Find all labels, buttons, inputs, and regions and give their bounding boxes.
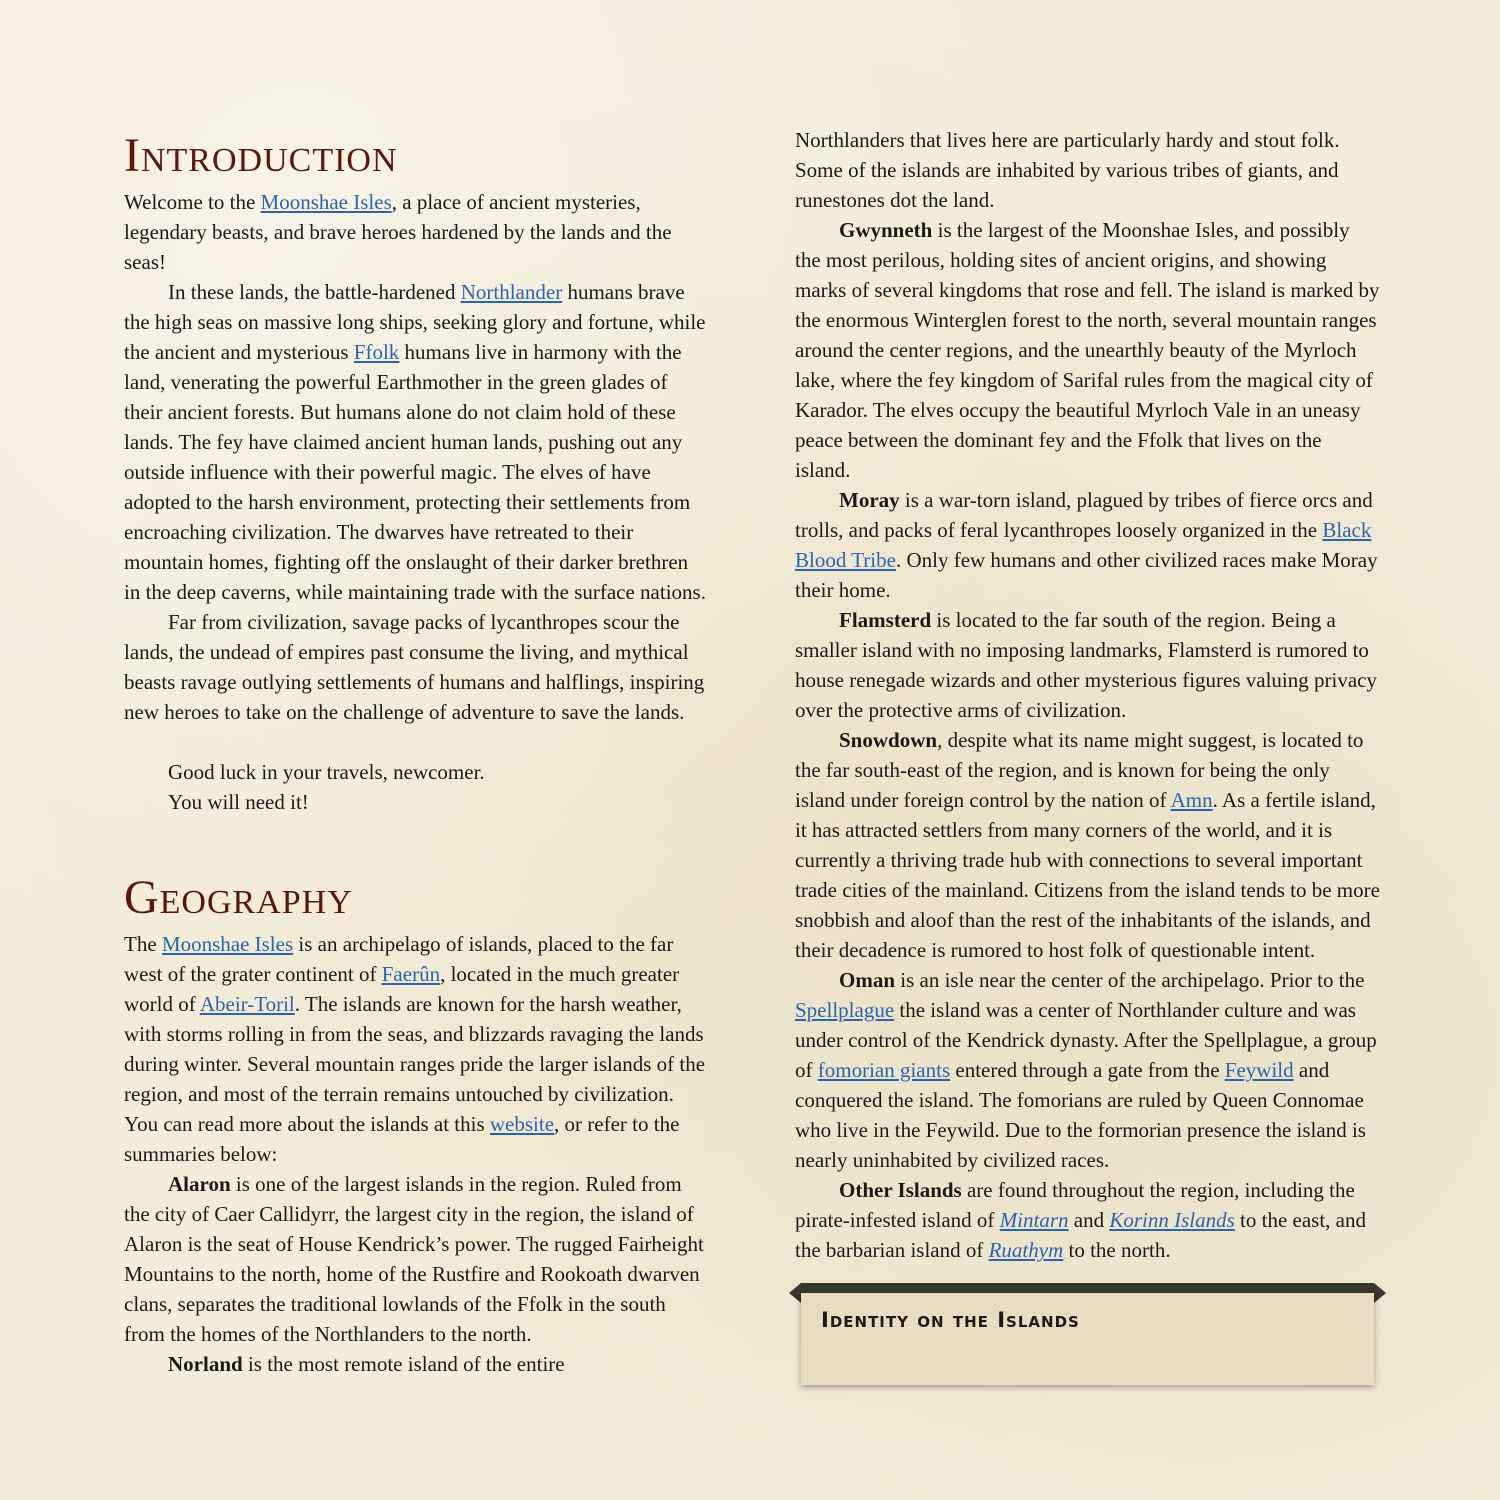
sidebar-top-bar [801,1283,1374,1293]
gwynneth-paragraph: Gwynneth is the largest of the Moonshae Isles, and possibly the most perilous, holding sites of ancient origins, and showing marks of several kingdoms that rose and fell. The island is marked by the enormous Winterglen forest to the north, several mountain ranges around the center regions, and the unearthly beauty of the Myrloch lake, where the fey kingdom of Sarifal rules from the magical city of Karador. The elves occupy the beautiful Myrloch Vale in an uneasy peace between the dominant fey and the Ffolk that lives on the island. [795,218,1380,482]
norland-continued: Northlanders that lives here are particularly hardy and stout folk. Some of the islands are inhabited by various tribes of giants, and runestones dot the land. [795,128,1340,212]
faerun-link[interactable]: Faerûn [381,962,441,986]
sidebar-box [801,1293,1374,1385]
closing-note [124,757,709,817]
introduction-heading: Introduction [124,129,398,182]
amn-link[interactable]: Amn [1170,788,1213,812]
intro-paragraph-1: Welcome to the Moonshae Isles, a place of ancient mysteries, legendary beasts, and brave heroes hardened by the lands and the seas! [124,190,672,274]
sidebar-title: Identity on the Islands [821,1308,1080,1332]
closing-line-2: You will need it! [168,790,309,814]
black-blood-tribe-link[interactable]: Black Blood Tribe [795,518,1372,572]
abeir-toril-link[interactable]: Abeir-Toril [199,992,295,1016]
right-column [795,125,1380,1363]
geography-paragraph-1: The Moonshae Isles is an archipelago of islands, placed to the far west of the grater continent of Faerûn, located in the much greater world of Abeir-Toril. The islands are known for the harsh weather, with storms rolling in from the seas, and blizzards ravaging the lands during winter. Several mountain ranges pride the larger islands of the region, and most of the terrain remains untouched by civilization. You can read more about the islands at this website, or refer to the summaries below: [124,932,706,1166]
northlander-link[interactable]: Northlander [460,280,563,304]
intro-paragraph-2: In these lands, the battle-hardened Northlander humans brave the high seas on massive long ships, seeking glory and fortune, while the ancient and mysterious Ffolk humans live in harmony with the land, venerating the powerful Earthmother in the green glades of their ancient forests. But humans alone do not claim hold of these lands. The fey have claimed ancient human lands, pushing out any outside influence with their powerful magic. The elves of have adopted to the harsh environment, protecting their settlements from encroaching civilization. The dwarves have retreated to their mountain homes, fighting off the onslaught of their darker brethren in the deep caverns, while maintaining trade with the surface nations. [124,280,706,604]
fomorian-giants-link[interactable]: fomorian giants [817,1058,951,1082]
spellplague-link[interactable]: Spellplague [795,998,895,1022]
intro-paragraph-3: Far from civilization, savage packs of lycanthropes scour the lands, the undead of empires past consume the living, and mythical beasts ravage outlying settlements of humans and halflings, inspiring new heroes to take on the challenge of adventure to save the lands. [124,610,705,724]
geography-heading: Geography [124,871,353,924]
moonshae-isles-link[interactable]: Moonshae Isles [260,190,392,214]
korinn-islands-link[interactable]: Korinn Islands [1109,1208,1235,1232]
moonshae-isles-link-2[interactable]: Moonshae Isles [161,932,294,956]
snowdown-paragraph: Snowdown, despite what its name might suggest, is located to the far south-east of the region, and is known for being the only island under foreign control by the nation of Amn. As a fertile island, it has attracted settlers from many corners of the world, and it is currently a thriving trade hub with connections to several important trade cities of the mainland. Citizens from the island tends to be more snobbish and aloof than the rest of the inhabitants of the islands, and their decadence is rumored to host folk of questionable intent. [795,728,1380,962]
ffolk-link[interactable]: Ffolk [353,340,400,364]
left-column [124,125,709,1379]
alaron-paragraph: Alaron is one of the largest islands in the region. Ruled from the city of Caer Callidyrr, the largest city in the region, the island of Alaron is the seat of House Kendrick’s power. The rugged Fairheight Mountains to the north, home of the Rustfire and Rookoath dwarven clans, separates the traditional lowlands of the Ffolk in the south from the homes of the Northlanders to the north. [124,1172,704,1346]
closing-line-1: Good luck in your travels, newcomer. [168,760,485,784]
norland-paragraph: Norland is the most remote island of the entire [168,1352,565,1376]
moray-paragraph: Moray is a war-torn island, plagued by tribes of fierce orcs and trolls, and packs of feral lycanthropes loosely organized in the Black Blood Tribe. Only few humans and other civilized races make Moray their home. [795,488,1378,602]
website-link[interactable]: website [489,1112,555,1136]
identity-sidebar [795,1283,1380,1363]
oman-paragraph: Oman is an isle near the center of the archipelago. Prior to the Spellplague the island was a center of Northlander culture and was under control of the Kendrick dynasty. After the Spellplague, a group of fomorian giants entered through a gate from the Feywild and conquered the island. The fomorians are ruled by Queen Connomae who live in the Feywild. Due to the formorian presence the island is nearly uninhabited by civilized races. [795,968,1377,1172]
ruathym-link[interactable]: Ruathym [988,1238,1064,1262]
flamsterd-paragraph: Flamsterd is located to the far south of the region. Being a smaller island with no imposing landmarks, Flamsterd is rumored to house renegade wizards and other mysterious figures valuing privacy over the protective arms of civilization. [795,608,1377,722]
mintarn-link[interactable]: Mintarn [999,1208,1069,1232]
feywild-link[interactable]: Feywild [1224,1058,1294,1082]
other-islands-paragraph: Other Islands are found throughout the region, including the pirate-infested island of Mintarn and Korinn Islands to the east, and the barbarian island of Ruathym to the north. [795,1178,1367,1262]
